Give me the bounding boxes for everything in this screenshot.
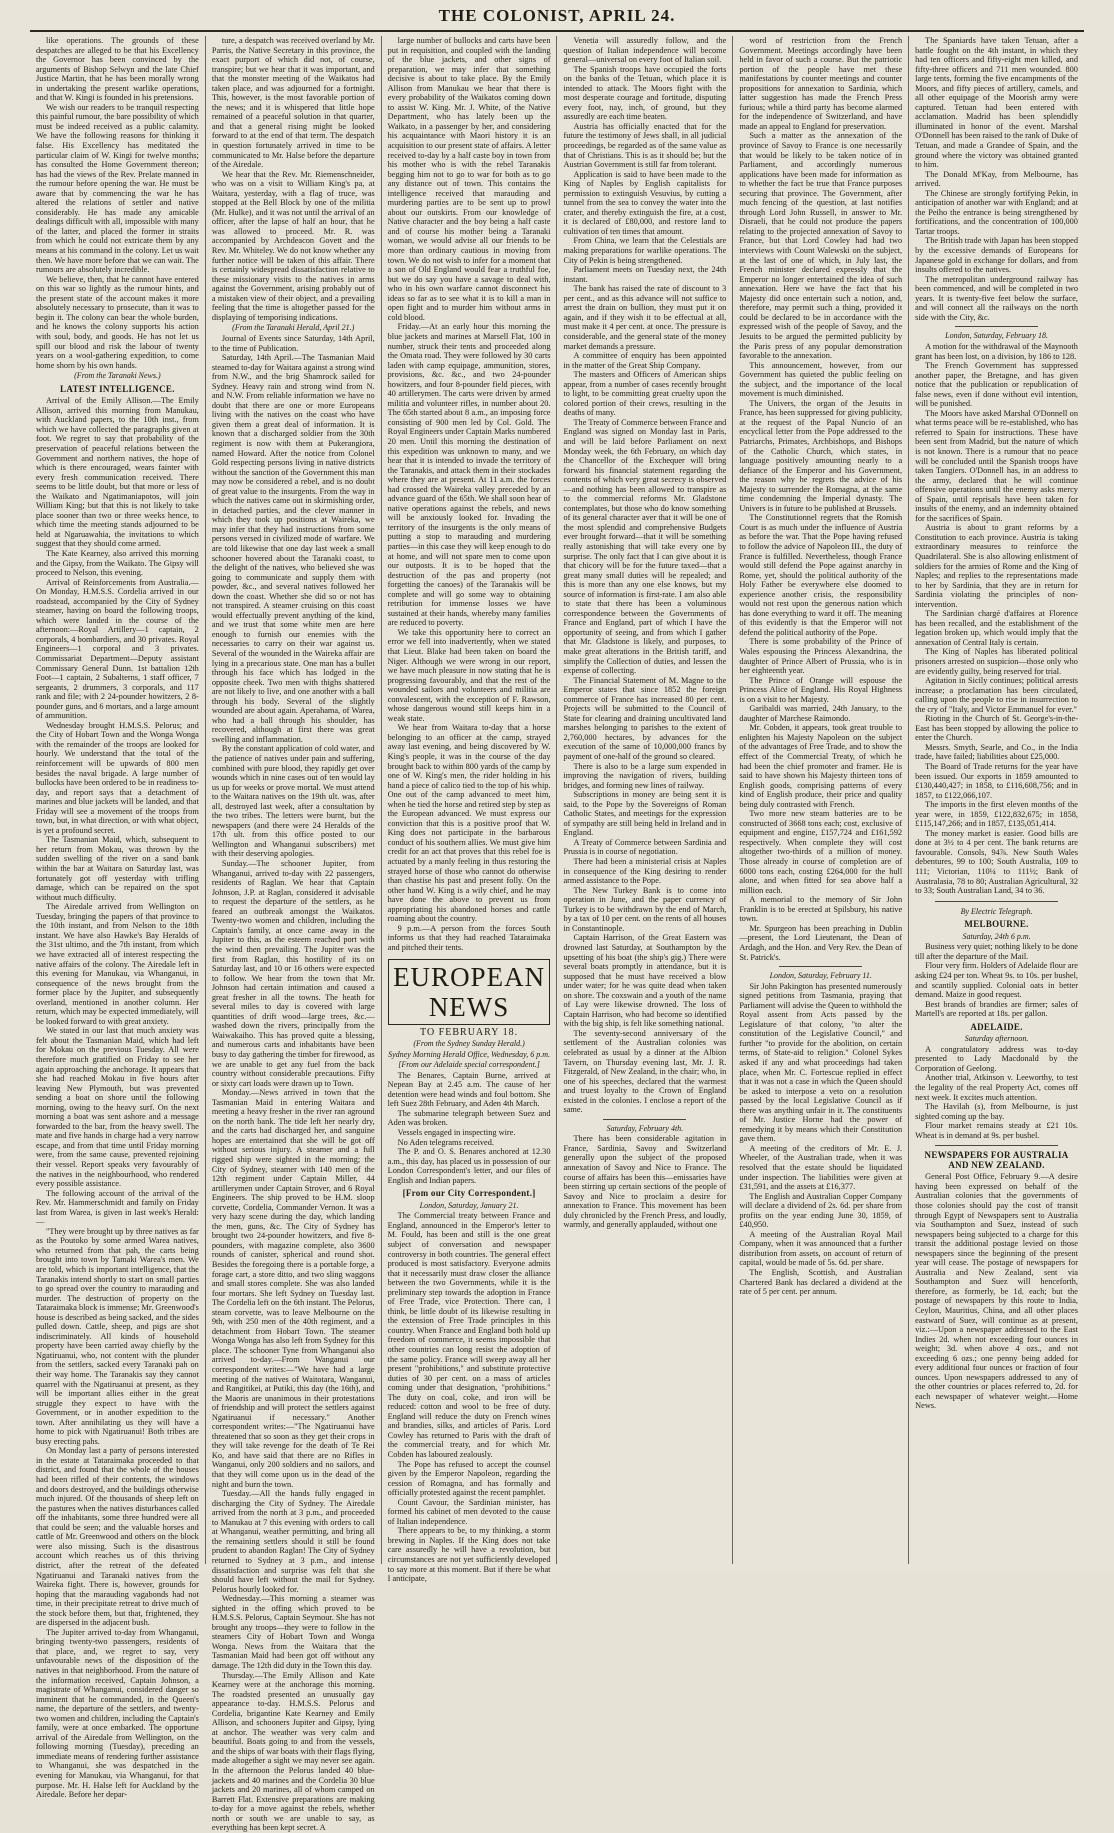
column-5 [733,36,909,1564]
article-paragraph: The Spanish troops have occupied the forts on the banks of the Tetuan, which place it is intended to attack. The Moors fight with the most desperate courage and fortitude, disputing every foot, nay, inch, of ground, but they assuredly are each time beaten. [563,64,727,122]
masthead-rule [30,30,1084,32]
article-paragraph: By the constant application of cold water, and the patience of natives under pain and suffering, combined with pure blood, they rapidly get over wounds which in nine cases out of ten would lay us up for weeks or prove mortal. We must attend to the Waitara natives on the 19th ult. was, after all, destroyed last week, after a consultation by the two tribes. The letters were burnt, but the newspapers (and there were 24 Heralds of the 17th ult. from this office posted to our Wellington and Whanganui subscribers) met with their deserving apologies. [211,744,375,859]
european-news-heading [388,959,551,1038]
article-paragraph: The Benares, Captain Burne, arrived at Nepean Bay at 2.45 a.m. The cause of her detention were head winds and foul bottom. She left Suez 28th February, and Aden 4th March. [387,1070,551,1109]
article-paragraph: Saturday, 14th April.—The Tasmanian Maid steamed to-day for Waitara against a strong wind from N.W., and the brig Shamrock sailed for Sydney. Heavy rain and strong wind from N. and N.W. From reliable information we have no doubt that there are one or more Europeans living with the natives on the coast who have given them a great deal of information. It is known that a discharged soldier from the 30th regiment is now with them at Pukerangiora, named Howard. After the notice from Colonel Gold respecting persons living in native districts without the sanction of the Government this man may now be considered a rebel, and is no doubt of great value to the insurgents. From the way in which the natives came out in skirmishing order, in detached parties, and the clever manner in which they took up positions at Waireka, we may infer that they had instructions from some persons versed in civilized mode of warfare. We are told likewise that one day last week a small schooner hovered about the Taranaki coast, to the delight of the natives, who believed she was going to communicate and supply them with powder, &c., and several natives followed her down the coast. Whether she did so or not has not transpired. A steamer cruising on this coast would effectually prevent anything of the kind, and we trust that some white men are here enough to furnish our enemies with the necessaries to carry on their war against us. Several of the wounded in the Waireka affair are lying in a precarious state. One man has a bullet through his face which has lodged in the opposite cheek. Two men with thighs shattered are not likely to live, and one another with a ball through his body. Several of the slightly wounded are about again. Aperahama, of Warea, who had a ball through his shoulder, has recovered, although at first there was great swelling and inflammation. [211,353,375,744]
article-paragraph: The Spaniards have taken Tetuan, after a battle fought on the 4th instant, in which they had ten officers and fifty-eight men killed, and fifty-three officers and 711 men wounded. 800 large tents, forming the five encampments of the Moors, and fifty pieces of artillery, camels, and all other equipage of the Moorish army were captured. Tetuan had been entered with acclamation. Madrid has been splendidly illuminated in honor of the event. Marshal O'Donnell has been raised to the rank of Duke of Tetuan, and made a Grandee of Spain, and the ground where the victory was obtained granted to him. [915,36,1078,170]
article-paragraph: The British trade with Japan has been stopped by the excessive demands of Europeans for Japanese gold in exchange for dollars, and from insults offered to the natives. [915,236,1078,275]
dateline: (From the Sydney Sunday Herald.) [413,1039,525,1049]
article-paragraph: Mr. Cobden, it appears, took great trouble to enlighten his Majesty Napoleon on the subject of the advantages of Free Trade, and to show the effect of the Commercial Treaty, of which he had been the chief promoter and framer. He is said to have shown his Majesty thirteen tons of English goods, comprising patterns of every kind of English produce, their price and quality being duly contrasted with French. [739,723,903,809]
article-paragraph: Mr. Spurgeon has been preaching in Dublin—present, the Lord Lieutenant, the Dean of Ardagh, and the Hon. and Very Rev. the Dean of St. Patrick's. [739,923,903,962]
article-paragraph: The money market is easier. Good bills are done at 3½ to 4 per cent. The bank returns are favourable. Consols, 94⅞. New South Wales debentures, 99 to 100; South Australia, 109 to 111; Victorian, 110¼ to 111½; Bank of Australasia, 78 to 80; Australian Agricultural, 32 to 33; South Australian Land, 34 to 36. [915,828,1078,896]
article-paragraph: The Commercial treaty between France and England, announced in the Emperor's letter to M. Fould, has been and still is the one great subject of conversation and newspaper controversy in both countries. The general effect produced is most satisfactory. Everyone admits that it necessarily must draw closer the alliance between the two Governments, while it is the preliminary step towards the adoption in France of Free Trade, vice Protection. There can, I think, be little doubt of its likewise resulting in the extension of Free Trade principles in this country. When France and England both hold up freedom of commerce, it seems impossible that other countries can long resist the adoption of the same policy. France will sweep away all her present "prohibitions," and substitute protective duties of 30 per cent. on a mass of articles coming under that designation, "prohibitions." The duty on coal, coke, and iron will be reduced: cotton and wool to be free of duty. England will reduce the duty on French wines and brandies, silks, and articles of Paris. Lord Cowley has returned to Paris with the draft of the commercial treaty, and for which Mr. Cobden has laboured zealously. [387,1211,551,1460]
article-paragraph: This announcement, however, from our Government has quieted the public feeling on the subject, and the importance of the local movement is much diminished. [739,360,903,399]
article-paragraph: The seventy-second anniversary of the settlement of the Australian colonies was celebrated as usual by a dinner at the Albion Tavern, on Thursday evening last, Mr. J. R. Fitzgerald, of New Zealand, in the chair; who, in one of his speeches, declared that the warmest and truest loyalty to the Crown of England existed in the colonies. I enclose a report of the same. [563,1028,727,1115]
article-paragraph: No Aden telegrams received. [397,1137,494,1147]
section-divider [955,326,1038,327]
article-paragraph: Another trial, Atkinson v. Leeworthy, to test the legality of the real Property Act, comes off next week. It excites much attention. [915,1073,1078,1102]
article-paragraph: The Donald M'Kay, from Melbourne, has arrived. [915,169,1078,189]
article-paragraph: The Havilah (s), from Melbourne, is just sighted coming up the bay. [915,1102,1078,1121]
article-paragraph: ture, a despatch was received overland by Mr. Parris, the Native Secretary in this province, the exact purport of which did not, of course, transpire; but we hear that it was important, and that the monster meeting of the Waikatos had taken place, and was adjourned for a fortnight. This, however, is the most favorable portion of the news; and it is whispered that little hope remained of a peaceful solution in that quarter, and that a general rising might be looked forward to at the end of that term. The despatch in question fortunately arrived in time to be communicated to Mr. Halse before the departure of the Airedale. [211,36,375,170]
article-paragraph: large number of bullocks and carts have been put in requisition, and coupled with the landing of the blue jackets, and other signs of preparation, we may infer that something decisive is about to take place. By the Emily Allison from Manukau we hear that there is every probability of the Waikatos coming down to assist W. King. Mr. J. White, of the Native Department, who has lately been up the Waikato, in a passenger by her, and considering his acquaintance with Maori history it is an acquisition to our present state of affairs. A letter received to-day by a half caste boy in town from his mother who is with the rebel Taranakis begging him not to go to war for both as to go any distance out of town. This contains the intelligence received that marauding and murdering parties are to be sent up to prowl about our outskirts. From our knowledge of Native character and the boy being a half caste and of course his mother being a Taranaki woman, we would advise all our friends to be more than ordinary cautious in moving from town. We do not wish to infer for a moment that a son of Old England would fear a truthful foe, but we do say you have a savage to deal with, who in his own warfare cannot disconnect his ideas so far as to see what it is to kill a man in open fight and to murder him without arms in cold blood. [387,36,551,322]
article-paragraph: The Moors have asked Marshal O'Donnell on what terms peace will be re-established, who has referred to Spain for instructions. These have been sent from Madrid, but the nature of which is not known. There is a rumour that no peace will be concluded until the Spanish troops have taken Tangiers. O'Donnell has, in an address to the army, declared that he will continue offensive operations until the enemy asks mercy of Spain, until reprisals have been taken for insults of the enemy, and an indemnity obtained for the sacrifices of Spain. [915,408,1078,523]
european-news-date: TO FEBRUARY 18. [420,1026,519,1038]
article-paragraph: The English, Scottish, and Australian Chartered Bank has declared a dividend at the rate of 5 per cent. per annum. [739,1268,903,1297]
article-paragraph: The French Government has suppressed another paper, the Bretagne, and has given notice that the publication or republication of false news, even if done without evil intention, will be punished. [915,361,1078,409]
article-paragraph: The Board of Trade returns for the year have been issued. Our exports in 1859 amounted to £130,440,427; in 1858, to £116,608,756; and in 1857, to £122,066,107. [915,762,1078,800]
article-paragraph: The bank has raised the rate of discount to 3 per cent., and as this advance will not suffice to arrest the drain on bullion, they must put it on again, and if they wish it to be effectual at all, must make it 4 per cent. at once. The pressure is considerable, and the general state of the money market demands a pressure. [563,284,727,351]
article-paragraph: Garibaldi was married, 24th January, to the daughter of Marchese Raimondo. [739,704,903,723]
article-paragraph: The English and Australian Copper Company will declare a dividend of 2s. 6d. per share from profits on the year ending June 30, 1859, of £40,950. [739,1191,903,1230]
article-paragraph: Wednesday.—This morning a steamer was sighted in the offing which proved to be H.M.S.S. Pelorus, Captain Seymour. She has not brought any troops—they were to follow in the steamers City of Hobart Town and Wonga Wonga. News from the Waitara that the Tasmanian Maid had been got off without any damage. The 12th did duty in the Town this day. [211,1594,375,1670]
article-paragraph: We take this opportunity here to correct an error we fell into inadvertently, when we stated that Lieut. Blake had been taken on board the Niger. Although we were wrong in our report, we have much pleasure in now stating that he is progressing favourably, and that the rest of the wounded sailors and volunteers and militia are convalescent, with the exception of F. Rawson, whose dangerous wound still keeps him in a weak state. [387,627,551,723]
european-news-title: EUROPEAN NEWS [388,959,551,1025]
article-paragraph: The submarine telegraph between Suez and Aden was broken. [387,1108,551,1128]
article-paragraph: A memorial to the memory of Sir John Franklin is to be erected at Spilsbury, his native town. [739,895,903,924]
article-paragraph: A committee of enquiry has been appointed in the matter of the Great Ship Company. [563,351,727,370]
dateline: Sydney Morning Herald Office, Wednesday, 6 p.m. [388,1049,551,1059]
article-paragraph: 9 p.m.—A person from the forces South informs us that they had reached Tataraimaka and pitched their tents. [387,923,551,952]
article-paragraph: Flour market remains steady at £21 10s. Wheat is in demand at 9s. per bushel. [915,1121,1078,1140]
article-paragraph: Two more new steam batteries are to be constructed of 3668 tons each; cost, exclusive of equipment and engine, £157,724 and £161,592 respectively. When complete they will cost altogether two-thirds of a million of money. Those already in course of completion are of 6000 tons each, costing £264,000 for the hull alone, and when fitted for sea above half a million each. [739,809,903,895]
article-paragraph: Tuesday.—All the hands fully engaged in discharging the City of Sydney. The Airedale arrived from the north at 3 p.m., and proceeded to Manukau at 7 this evening with orders to call at Whanganui, weather permitting, and bring all the remaining settlers should it still be found prudent to abandon Raglan! The City of Sydney returned to Sydney at 3 p.m., and intense dissatisfaction and surprise was felt that she should have left without the mail for Sydney. Pelorus hourly looked for. [211,1489,375,1594]
dateline: London, Saturday, January 21. [419,1200,519,1210]
article-paragraph: The Jupiter arrived to-day from Whanganui, bringing twenty-two passengers, residents of that place, and, we regret to say, very unfavourable news of the disposition of the natives in that neighborhood. From the nature of the information received, Captain Johnson, a magistrate of Whanganui, considered danger so imminent that he commanded, in the Queen's name, the departure of the settlers, and twenty-two women and children, including the Captain's family, were at once embarked. The opportune arrival of the Airedale from Wellington, on the following morning (Tuesday), preceding an immediate means of rendering further assistance to Whanganui, she was despatched in the evening for Manukau, via Whanganui, for that purpose. Mr. H. Halse left for Auckland by the Airedale. Before her depar- [36,1627,199,1800]
article-paragraph: Arrival of the Emily Allison.—The Emily Allison, arrived this morning from Manukau, with Auckland papers, to the 10th inst., from which we have collected the paragraphs given at foot. We regret to say that probability of the preservation of peaceful relations between the Government and northern natives, the hope of which is there encouraged, wears fainter with every fresh communication received. There seems to be little doubt, but that more or less of the Waikato and Ngatimaniapotos, will join William King; but that this is not likely to take place sooner than two or three weeks hence, to which time the meeting stands adjourned to be held at Ngaruawahia, the invitations to which suggest that they should come armed. [36,396,199,549]
article-paragraph: like operations. The grounds of these despatches are alleged to be that his Excellency the Governor has been convinced by the arguments of Bishop Selwyn and the late Chief Justice Martin, that he has been morally wrong in undertaking the present warlike operations, and that W. Kingi is founded in his pretensions. [36,36,199,103]
article-paragraph: Venetia will assuredly follow, and the question of Italian independence will become general—universal on every foot of Italian soil. [563,36,727,65]
article-paragraph: On Monday last a party of persons interested in the estate at Tataraimaka proceeded to that district, and found that the whole of the houses had been rifled of their contents, the windows and doors destroyed, and the buildings otherwise much injured. Of the thousands of sheep left on the pastures when the natives disturbances called off the inhabitants, some three hundred were all that could be seen; and the valuable horses and cattle of Mr. Greenwood and others on the block were also missing. Such is the disastrous account which reaches us of this thriving district, after the retreat of the defeated Ngatiruanui and Taranaki natives from the Waireka fight. There is, however, grounds for hoping that the marauding vagabonds had not time, in their precipitate retreat to drive much of the stock before them, but that, frightened, they are dispersed in the adjacent bush. [36,1446,199,1628]
article-paragraph: The masters and Officers of American ships appear, from a number of cases recently brought to light, to be committing great cruelty upon the colored portion of their crews, resulting in the deaths of many. [563,370,727,418]
article-paragraph: The Prince of Orange will espouse the Princess Alice of England. His Royal Highness is on a visit to her Majesty. [739,675,903,704]
article-paragraph: A Treaty of Commerce between Sardinia and Prussia is in course of negotiation. [563,837,727,857]
section-divider [779,966,862,967]
section-heading: [From our City Correspondent.] [402,1188,536,1199]
section-heading: LATEST INTELLIGENCE. [60,383,175,394]
column-2 [206,36,382,1833]
section-divider [935,901,1058,902]
section-divider [935,1145,1058,1146]
article-paragraph: There is also to be a large sum expended in improving the navigation of rivers, building bridges, and forming new lines of railway. [563,761,727,790]
article-paragraph: We stated in our last that much anxiety was felt about the Tasmanian Maid, which had left for Mokau on the previous Tuesday. All were therefore much gratified on Friday to see her again approaching the anchorage. It appears that she had reached Mokau in five hours after leaving New Plymouth, but was prevented sending a boat on shore until the following morning, owing to the heavy surf. On the next morning a boat was sent ashore and a message forwarded to the bar, from the heavy swell. The mate and five hands in charge had a very narrow escape, and from that time until Friday morning were, from the same cause, prevented rejoining their vessel. Report speaks very favourably of the natives in the neighbourhood, who rendered every possible assistance. [36,1026,199,1189]
article-paragraph: There had been a ministerial crisis at Naples in consequence of the King desiring to render armed assistance to the Pope. [563,857,727,886]
article-paragraph: The imports in the first eleven months of the year were, in 1859, £122,832,675; in 1858, £115,147,266; and in 1857, £135,051,414. [915,800,1078,829]
article-paragraph: The Tasmanian Maid, which, subsequent to her return from Mokau, was thrown by the sudden swelling of the river on a sand bank within the bar at Waitara on Saturday last, was fortunately got off yesterday with trifling damage, which can be repaired on the spot without much difficulty. [36,835,199,902]
column-1 [30,36,206,1800]
article-paragraph: Application is said to have been made to the King of Naples by English capitalists for permission to extinguish Vesuvius, by cutting a tunnel from the sea to convey the water into the crater, and thereby extinguish the fire, at a cost, it is declared of £80,000, and restore land to cultivation of ten times that amount. [563,169,727,236]
section-divider [603,1119,686,1120]
article-paragraph: The following account of the arrival of the Rev. Mr. Hammerschmidt and family on Friday last from Warea, is given in last week's Herald:— [36,1188,199,1227]
article-paragraph: A congratulatory address was to-day presented to Lady Macdonald by the Corporation of Geelong. [915,1044,1078,1073]
masthead-title: THE COLONIST, APRIL 24. [438,6,676,25]
article-paragraph: There has been considerable agitation in France, Sardinia, Savoy and Switzerland generally upon the subject of the proposed annexation of Savoy and Nice to France. The course of affairs has been this—emissaries have been stirring up certain sections of the people of Savoy and Nice to proclaim a desire for annexation to France. This movement has been duly chronicled by the French Press, and loudly, warmly, and generally applauded, without one [563,1134,727,1230]
article-paragraph: Journal of Events since Saturday, 14th April, to the time of Publication. [211,333,375,353]
dateline: (From the Taranaki Herald, April 21.) [232,323,355,333]
article-paragraph: A meeting of the creditors of Mr. E. J. Wheeler, of the Australian trade, when it was resolved that the estate should be liquidated under inspection. The liabilities were given at £31,591, and the assets at £16,377. [739,1143,903,1192]
dateline: London, Saturday, February 18. [945,331,1048,341]
dateline: London, Saturday, February 11. [769,971,872,981]
dateline: Saturday, 24th 6 p.m. [962,931,1031,941]
article-paragraph: There appears to be, to my thinking, a storm brewing in Naples. If the King does not take care assuredly he will have a revolution, but circumstances are not yet sufficiently developed to say more at this moment. But if there be what I anticipate, [387,1526,551,1584]
article-paragraph: word of restriction from the French Government. Meetings accordingly have been held in favor of such a course. But the patriotic portion of the people have met these manifestations by counter meetings and counter propositions for annexation to Sardinia, which latter suggestion has made the French Press furious; while a third party has become alarmed for the independence of Switzerland, and have made an appeal to England for preservation. [739,36,903,131]
article-paragraph: Friday.—At an early hour this morning the blue jackets and marines at Marsell Flat, 100 in number, struck their tents and proceeded along the Omata road. They were followed by 30 carts laden with camp equipage, ammunition, stores, provisions, &c. &c., and two 24-pounder howitzers, and four 8-pounder field pieces, with 40 artillerymen. The carts were driven by armed militia and volunteer rifles, in number about 20. The 65th started about 8 a.m., an imposing force consisting of 900 men led by Col. Gold. The Royal Engineers under Captain Marks numbered 20 men. Until this morning the destination of this expedition was unknown to many, and we hear that it is intended to invade the territory of the Taranakis, and attack them in their stockades where they are at present. At 11 a.m. the forces had crossed the Waireka valley preceded by an advance guard of the 65th. We shall soon hear of native operations against the rebels, and news will be anxiously looked for. Invading the territory of the insurgents is the only means of putting a stop to marauding and murdering parties—in this case they will keep enough to do at home, and will not spare men to come upon our outposts. It is to be hoped that the destruction of the pas and property (not forgetting the canoes) of the Taranakis will be complete and will go some way to obtaining retribution for immense losses we have sustained at their hands, whereby many families are reduced to poverty. [387,322,551,628]
article-paragraph: There is some probability of the Prince of Wales espousing the Princess Alexandrina, the daughter of Prince Albert of Prussia, who is in her eighteenth year. [739,637,903,676]
article-paragraph: Austria is about to grant reforms by a Constitution to each province. Austria is taking extraordinary measures to reinforce the Quadrilateral. She is also allowing enlistment of soldiers for the armies of Rome and the King of Naples; and replies to the representations made to her by Sardinia, that they are in return for Sardinia violating the principles of non-intervention. [915,523,1078,609]
article-paragraph: Best brands of brandies are firmer; sales of Martell's are reported at 18s. per gallon. [915,999,1078,1019]
article-paragraph: We hear from Waitara to-day that a horse belonging to an officer at the camp, strayed away last evening, and being discovered by W. King's people, it was in the course of the day brought back to within 800 yards of the camp by one of W. King's men, the rider holding in his hand a piece of calico tied to the top of his whip. One out of the camp advanced to meet him, when he tied the horse and retired step by step as the European advanced. We must express our conviction that this is a positive proof that W. King does not participate in the barbarous conduct of his southern allies. We must give him credit for an act that proves that this rebel foe is actuated by a manly feeling in thus restoring the strayed horse of those who cannot do otherwise than chastise his past and present folly. On the other hand W. King is a wily chief, and he may have done the above to prevent us from appropriating his abandoned horses and cattle roaming about the country. [387,723,551,924]
article-paragraph: We believe, then, that he cannot have entered on this war so lightly as the rumour hints, and the present state of the account makes it more absolutely necessary to prosecute, than it was to begin it. The colony can bear the whole burden, and he knows the colony supports his action with soul, body, and goods. He has not let us spill our blood and risk the labour of twenty years on a wool-gathering expedition, to come home shorn by his own hands. [36,274,199,370]
article-paragraph: Vessels engaged in inspecting wire. [397,1127,516,1137]
article-paragraph: The Chinese are strongly fortifying Pekin, in anticipation of another war with England; and at the Peiho the entrance is being strengthened by fortifications, and the concentration of 100,000 Tartar troops. [915,188,1078,236]
dateline: [From our Adelaide special correspondent.] [398,1060,540,1070]
article-paragraph: Thursday.—The Emily Allison and Kate Kearney were at the anchorage this morning. The roadsted presented an unusually gay appearance to-day. H.M.S.S. Pelorus and Cordelia, brigantine Kate Kearney and Emily Allison, and schooners Jupiter and Gipsy, lying at anchor. The weather was very calm and beautiful. Boats going to and from the vessels, and the ships of war boats with their flags flying, made altogether a sight we may never see again. In the afternoon the Pelorus landed 40 blue-jackets and 40 marines and the Cordelia 30 blue jackets and 20 marines, all of whom camped on Barrett Flat. Extensive preparations are making to-day for a move against the rebels, whether north or south we are unable to say, as everything has been kept secret. A [211,1670,375,1833]
article-paragraph: The Kate Kearney, also arrived this morning and the Gipsy, from the Waikato. The Gipsy will proceed to Nelson, this evening. [36,548,199,578]
article-paragraph: A motion for the withdrawal of the Maynooth grant has been lost, on a division, by 186 to 128. [915,341,1078,361]
article-paragraph: From China, we learn that the Celestials are making preparations for warlike operations. The City of Pekin is being strengthened. [563,236,727,265]
article-paragraph: We hear that the Rev. Mr. Riemenschneider, who was on a visit to William King's pa, at Waitara, yesterday, with a flag of truce, was stopped at the Bell Block by one of the militia (Mr. Hulke), and it was not until the arrival of an officer, after the lapse of half an hour, that he was allowed to proceed. Mr. R. was accompanied by Archdeacon Govett and the Rev. Mr. Whiteley. We do not know whether any further notice will be taken of this affair. There is certainly widespread dissatisfaction relative to these missionary visits to the natives in arms against the Government, arising probably out of a mistaken view of their object, and a prevailing feeling that the time is altogether passed for the displaying of temporising indications. [211,169,375,322]
columns-container [30,36,1084,1833]
column-6 [909,36,1084,1564]
article-paragraph: "They were brought up by three natives as far as the Poutoko by some armed Warea natives, who returned from that pah, the carts being brought into town by Tamaki Warea's men. We are told, which is important intelligence, that the Taranakis intend shortly to start on small parties to go spread over the country to marauding and murder. The destruction of property on the Tataraimaka block is immense; Mr. Greenwood's house is described as being sacked, and the sides pulled down. Cattle, sheep, and pigs are shot indiscriminately. All kinds of household property have been carried away chiefly by the Ngatiruanui, who, not content with the plunder from the settlers, sacked every Taranaki pah on their way home. The Taranakis say they cannot quarrel with the Ngatiruanui at present, as they will be important allies either in the great struggle they expect to have with the Government, or in another expedition to the town. After annihilating us they will have a home to pick with Ngatiruanui! Both tribes are busy erecting pahs. [36,1226,199,1446]
article-paragraph: The P. and O. S. Benares anchored at 12.30 a.m., this day, has placed us in possession of our London Correspondent's letter, and our files of English and Indian papers. [387,1147,551,1185]
section-heading: ADELAIDE. [970,1021,1023,1032]
column-4 [557,36,733,1564]
article-paragraph: The metropolitan underground railway has been commenced, and will be completed in two years. It is twenty-five feet below the surface, and will connect all the railways on the north side with the City, &c. [915,274,1078,322]
article-paragraph: The Treaty of Commerce between France and England was signed on Monday last in Paris, and will be laid before Parliament on next Monday week, the 6th February, on which day the Chancellor of the Exchequer will bring forward his financial statement regarding the contents of which very great secrecy is observed—and nothing has been allowed to transpire as to the commercial reforms Mr. Gladstone contemplates, but those who do know something of its general character aver that it will be one of the most splendid and comprehensive Budgets ever brought forward—that it will be something really astonishing that will take every one by surprise. The only fact that I can give about it is that chicory will be for the future taxed—that a great many small duties will be repealed; and this is more than any one else knows, but my source of information is first-rate. I am also able to state that there has been a voluminous correspondence between the Governments of France and England, part of which I have the opportunity of seeing, and from which I gather that Mr. Gladstone is likely, and purposes, to make great alterations in the British tariff, and simplify the Collection of duties, and lessen the expense of collecting. [563,417,727,676]
dateline: By Electric Telegraph. [960,906,1033,916]
dateline: Saturday afternoon. [964,1034,1029,1044]
article-paragraph: The Financial Statement of M. Magne to the Emperor states that since 1852 the foreign commerce of France has increased 80 per cent. Projects will be submitted to the Council of State for clearing and draining uncultivated land marshes belonging to parishes to the extent of 2,760,000 hectares, by advances for the execution of the same of 10,000,000 francs by payment of one-half of the ground so cleared. [563,675,727,762]
article-paragraph: Business very quiet; nothing likely to be done till after the departure of the Mail. [915,942,1078,961]
article-paragraph: The Sardinian chargé d'affaires at Florence has been recalled, and the establishment of the legation broken up, which would imply that the annexation of Central Italy is certain. [915,609,1078,647]
article-paragraph: Sunday.—The schooner Jupiter, from Whanganui, arrived to-day with 22 passengers, residents of Raglan. We hear that Captain Johnson, J.P. at Raglan, considered it advisable to request the departure of the settlers, as he feared an outbreak amongst the Waikatos. Twenty-two women and children, including the Captain's family, at once came away in the Jupiter to this, as the esteem reached port with the wind then prevailing. The Jupiter was the first from Raglan, this hostility of its on Saturday last, and 10 or 16 others were expected to follow. We hear from the town that Mr. Johnson had certain intimation and caused a great fresher in all the towns. The heath for several miles to day is covered with large quantities of drift wood—large trees, &c.—washed down the rivers, principally from the Waiwakaiho. This has proved quite a blessing, and numerous carts and inhabitants have been busy to day gathering the timber for firewood, as we are unable to get any fuel from the back country without considerable precautions. Fifty or sixty cart loads were drawn up to Town. [211,859,375,1088]
article-paragraph: Wednesday brought H.M.S.S. Pelorus; and the City of Hobart Town and the Wonga Wonga with the remainder of the troops are looked for hourly. We understand that the total of the reinforcement will be upwards of 800 men besides the naval brigade. A large number of bullocks have been ordered to be in readiness to-day, and report says that a detachment of marines and blue jackets will be landed, and that Friday will see a movement of the troops from town, but, in what direction, or with what object, is yet a profound secret. [36,720,199,835]
article-paragraph: The King of Naples has liberated political prisoners arrested on suspicion—those only who are evidently guilty, being reserved for trial. [915,647,1078,676]
article-paragraph: The Univers, the organ of the Jesuits in France, has been suppressed for giving publicity, at the request of the Papal Nuncio of an encyclical letter from the Pope addressed to the Patriarchs, Primates, Archbishops, and Bishops of the Catholic Church, which states, in language positively amounting nearly to a defiance of the Emperor and his Government, the reason why he regrets the advice of his Majesty to surrender the Romagna, at the same time condemning the Imperial dynasty. The Univers is in future to be published at Brussels. [739,398,903,513]
article-paragraph: Parliament meets on Tuesday next, the 24th instant. [563,265,727,284]
column-3 [382,36,558,1584]
dateline: Saturday, February 4th. [606,1123,684,1133]
article-paragraph: Austria has officially enacted that for the future the testimony of Jews shall, in all judicial proceedings, be regarded as of the same value as that of Christians. This is as it should be; but the Austrian Government is still far from tolerant. [563,121,727,170]
article-paragraph: The New Turkey Bank is to come into operation in June, and the paper currency of Turkey is to be withdrawn by the end of March, by a tax of 10 per cent. on the rents of all houses in Constantinople. [563,885,727,933]
article-paragraph: The Pope has refused to accept the counsel given by the Emperor Napoleon, regarding the cession of Romagna, and has formally and officially protested against the recent pamphlet. [387,1459,551,1498]
article-paragraph: Agitation in Sicily continues; political arrests increase; a proclamation has been circulated, calling upon the people to rise in insurrection to the cry of "Italy, and Victor Emmanuel for ever." [915,676,1078,714]
article-paragraph: Monday.—News arrived in town that the Tasmanian Maid in entering Waitara and meeting a heavy fresher in the river ran aground on the north bank. The tide left her nearly dry, and the carts had discharged her, and sanguine hopes are entertained that she will be got off without serious injury. A steamer and a full rigged ship were sighted in the morning; the City of Sydney, steamer with 140 men of the 12th regiment under Captain Miller, 44 artillerymen under Captain Strover, and 6 Royal Engineers. The ship proved to be H.M. sloop corvette, Cordelia, Commander Vernon. It was a very hazy scene during the day, which landing the men, guns, &c. The City of Sydney has brought two 24-pounder howitzers, and five 8-pounders, with magazine complete, also 3600 rounds of canister, spherical and round shot. Besides the foregoing there is a portable forge, a forage cart, a store ditto, and two sling waggons and small stores complete. She was also landed four mortars. She left Sydney on Tuesday last. The Cordelia left on the 6th instant. The Pelorus, steam corvette, was to leave Melbourne on the 9th, with 250 men of the 40th regiment, and a detachment from Hobart Town. The steamer Wonga Wonga has also left from Sydney for this place. The schooner Tyne from Whanganui also arrived to-day.—From Wanganui our correspondent writes:—"We have had a large meeting of the natives of Waitotara, Wanganui, and Rangitikei, at Putiki, this day (the 16th), and the Maoris are unanimous in their protestations of friendship and will protect the settlers against Ngatiruanui if necessary." Another correspondent writes:—"The Ngatiruanui have threatened that so soon as they get their crops in they will take revenge for the death of Te Rei Ko, and have said that there are no Rifles in Wanganui, only 200 soldiers and no sailors, and that they will come upon us in the dead of the night and burn the town. [211,1088,375,1489]
article-paragraph: Subscriptions in money are being sent it is said, to the Pope by the Sovereigns of Roman Catholic States, and meetings for the expression of sympathy are still being held in Ireland and in England. [563,790,727,838]
article-paragraph: Arrival of Reinforcements from Australia.—On Monday, H.M.S.S. Cordelia arrived in our roadstead, accompanied by the City of Sydney steamer, having on board the following troops, which were landed in the course of the afternoon:—Royal Artillery—1 captain, 2 corporals, 4 bombardiers, and 30 privates. Royal Engineers—1 corporal and 3 privates. Commissariat Department—Deputy assistant Commissary General Dunn. 1st battalion 12th Foot—1 captain, 2 Subalterns, 1 staff officer, 7 sergeants, 2 drummers, 3 corporals, and 117 rank and file; with 2 24-pounder howitzers, 2 8-pounder guns, and 6 mortars, and a large amount of ammunition. [36,577,199,721]
article-paragraph: Messrs. Smyth, Searle, and Co., in the India trade, have failed; liabilities about £25,000. [915,742,1078,762]
dateline: (From the Taranaki News.) [74,371,161,381]
article-paragraph: We wish our readers to be tranquil respecting this painful rumour, the bare possibility of which must be indeed received as a public calamity. We have the following reasons for thinking it false. His Excellency has meditated the particular claim of W. Kingi for twelve months; has consulted the Home Government thereon; has had the views of the Rev. Prelate manned in the rumour before opening the war. He must be aware that by commencing the war he has altered the relations of settler and native considerably. He has made any amicable dealings difficult with all, impossible with many of the latter, and placed the former in straits from which he could not extricate them by any means at his command in the colony. Let us wait then. We have more before that we can wait. The rumours are absolutely incredible. [36,102,199,275]
section-heading: MELBOURNE. [964,919,1029,930]
article-paragraph: The Airedale arrived from Wellington on Tuesday, bringing the papers of that province to the 10th instant, and from Nelson to the 18th instant. We have also Hawke's Bay Heralds of the 31st ultimo, and the 7th instant, from which we have extracted all of interest respecting the native affairs of the colony. The Airedale left in this evening for Manukau, via Whanganui, in consequence of the news brought from the former place by the Jupiter, and subsequently overland, mentioned in another column. Her return, which may be expected immediately, will be looked forward to with great anxiety. [36,902,199,1026]
article-paragraph: Sir John Pakington has presented numerously signed petitions from Tasmania, praying that Parliament will advise the Queen to withhold the Royal assent from Acts passed by the Legislature of that colony, "to alter the constitution of the Legislative Council," and further "to provide for the abolition, on certain terms, of State-aid to religion." Colonel Sykes asked if any and what proceedings had taken place, when Mr. C. Fortescue replied in effect that it was not a case in which the Queen should be asked to interpose a veto on a resolution passed by the local Legislative Council as if there was anything unfair in it. The constituents of Mr. Justice Horne had the power of remedying it by means which their Constitution gave them. [739,981,903,1144]
section-heading: NEWSPAPERS FOR AUSTRALIA AND NEW ZEALAND. [924,1150,1069,1170]
article-paragraph: Rioting in the Church of St. George's-in-the-East has been stopped by allowing the police to enter the Church. [915,714,1078,743]
article-paragraph: Count Cavour, the Sardinian minister, has formed his cabinet of men devoted to the cause of Italian independence. [387,1497,551,1526]
article-paragraph: The Constitutionnel regrets that the Romish Court is as much under the influence of Austria as before the war. That the Pope having refused to follow the advice of Napoleon III., the duty of France is fulfilled. Nevertheless, though France would still defend the Pope against anarchy in Rome, yet, should the political authority of the Holy Father be everywhere else doomed to experience another crisis, the responsibility would not rest upon the generous nation which has done everything to ward it off. The meaning of this evidently is that the Emperor will not defend the political authority of the Pope. [739,513,903,637]
article-paragraph: A meeting of the Australian Royal Mail Company, when it was announced that a further distribution from assets, on account of return of capital, would be made of 5s. 6d. per share. [739,1229,903,1268]
article-paragraph: Such a matter as the annexation of the province of Savoy to France is one necessarily that would be likely to be taken notice of in Parliament, and accordingly numerous applications have been made for information as to whether the fact be true that France purposes securing that province. The Government, after much fencing of the question, at last notifies through Lord John Russell, in answer to Mr. Disraeli, that he could not produce the papers relating to the projected annexation of Savoy to France, but that Lord Cowley had had two interviews with Count Walewski on the subject, at the last of one of which, in July last, the French minister declared expressly that the Emperor no longer entertained the idea of such annexation. Here we have the fact that his Majesty did once entertain such a notion, and, therefore, may permit such a thing, provided it could be declared to be in accordance with the expressed wish of the people of Savoy, and the Jesuits to be argued the permitted publicity by the Paris press of any popular demonstration favorable to the annexation. [739,131,903,361]
article-paragraph: Flour very firm. Holders of Adelaide flour are asking £24 per ton. Wheat 9s. to 10s. per bushel, and scantily supplied. Colonial oats in better demand. Maize in good request. [915,961,1078,1000]
article-paragraph: Captain Harrison, of the Great Eastern was drowned last Saturday, at Southampton by the upsetting of his boat (the ship's gig.) There were several boats promptly in attendance, but it is supposed that he must have received a blow under water; for he was quite dead when taken on shore. The coxswain and a youth of the name of Lay were likewise drowned. The loss of Captain Harrison, who had become so identified with the big ship, is felt like something national. [563,933,727,1029]
article-paragraph: General Post Office, February 9.—A desire having been expressed on behalf of the Australian colonies that the governments of those colonies should pay the cost of transit through Egypt of Newspapers sent to Australia via Southampton and Suez, instead of such newspapers being subjected to a charge for this transit the additional postage levied on those newspapers since the beginning of the present year will cease. The postage of newspapers for Australia and New Zealand, sent via Southampton and Suez will henceforth, therefore, as formerly, be 1d. each; but the postage of newspapers by this route to India, Ceylon, Mauritius, China, and all other places eastward of Suez, will continue as at present, viz.:—Upon a newspaper addressed to the East Indies 2d. when not exceeding four ounces in weight; 3d. when above 4 ozs., and not exceeding 6 ozs.; one penny being added for every additional four ounces or fraction of four ounces. Upon newspapers addressed to any of the other countries or places referred to, 2d. for each newspaper of whatever weight.—Home News. [915,1172,1078,1411]
